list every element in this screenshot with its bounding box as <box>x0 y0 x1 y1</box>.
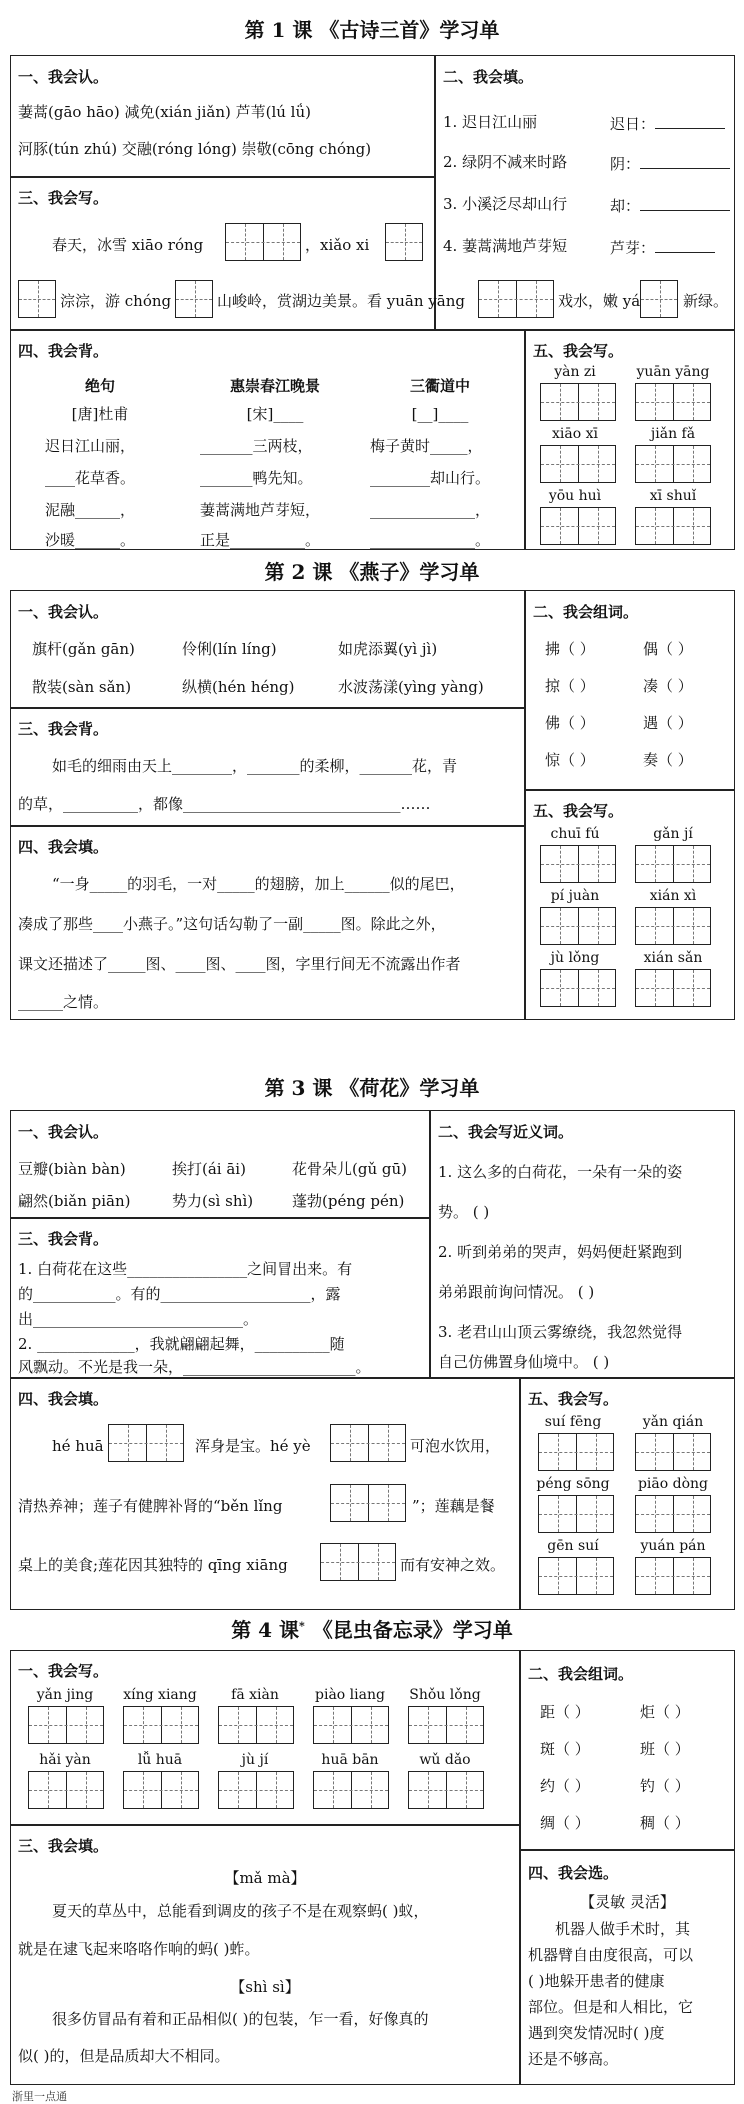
l3-s5-py4: piāo dòng <box>637 1476 709 1492</box>
l4-s4-line5: 遇到突发情况时( )度 <box>528 2024 665 2042</box>
l1-s2-heading: 二、我会填。 <box>443 68 534 86</box>
l1-s3-text1a: 春天，冰雪 xiāo róng <box>52 236 204 254</box>
l4-s2-heading: 二、我会组词。 <box>528 1665 634 1683</box>
l4-s1-py8: jù jí <box>241 1752 269 1768</box>
l1-s2-label4: 芦芽： <box>610 237 715 257</box>
l3-s1-r2c1: 翩然(biǎn piān) <box>18 1192 131 1210</box>
l1-poem3-line2: ________却山行。 <box>370 469 491 487</box>
l3-s4-l1c: 可泡水饮用， <box>410 1437 501 1455</box>
l2-s2-r3c2: 遇（ ） <box>643 714 693 732</box>
l3-s3-line3: 出____________________________。 <box>18 1310 259 1328</box>
lesson4-title: 第 4 课* 《昆虫备忘录》学习单 <box>231 1618 513 1642</box>
l1-s3-text1b: ，xiǎo xi <box>305 236 370 254</box>
l4-s1-py6: hǎi yàn <box>39 1752 91 1768</box>
l3-s4-heading: 四、我会填。 <box>18 1390 109 1408</box>
l3-s5-grid3 <box>538 1495 614 1533</box>
l4-s1-grid8 <box>218 1771 294 1809</box>
l1-s3-heading: 三、我会写。 <box>18 189 109 207</box>
l2-s4-line4: ______之情。 <box>18 993 109 1011</box>
l3-s4-grid-benling <box>330 1484 406 1522</box>
l1-poem2-author: [宋]____ <box>246 405 304 423</box>
l2-s1-r2c1: 散装(sàn sǎn) <box>32 678 132 696</box>
footer-brand: 浙里一点通 <box>12 2090 67 2103</box>
l1-s4-heading: 四、我会背。 <box>18 342 109 360</box>
l1-poem2-line1: _______三两枝， <box>200 437 313 455</box>
l2-s2-r1c2: 偶（ ） <box>643 640 693 658</box>
l2-s5-py4: xián xì <box>649 888 697 904</box>
l2-s5-grid5 <box>540 969 616 1007</box>
l3-s5-grid1 <box>538 1433 614 1471</box>
l4-s2-r1c2: 炬（ ） <box>640 1703 690 1721</box>
l2-s3-line2: 的草，__________，都像_____________________________…… <box>18 795 431 813</box>
l1-s3-grid-yuanyang <box>478 280 554 318</box>
l4-s1-py1: yǎn jing <box>36 1687 94 1703</box>
l4-s1-py4: piào liang <box>315 1687 385 1703</box>
l4-s3-option2: 【shì sì】 <box>230 1978 300 1996</box>
l1-s1-row2: 河豚(tún zhú) 交融(róng lóng) 崇敬(cōng chóng) <box>18 140 372 158</box>
l1-s2-item1: 1. 迟日江山丽 <box>443 113 538 131</box>
l4-s3-option1: 【mǎ mà】 <box>224 1869 306 1887</box>
l1-s5-grid4 <box>635 445 711 483</box>
l2-s2-r4c1: 惊（ ） <box>545 751 595 769</box>
l1-s3-grid-xi <box>18 280 56 318</box>
l1-s3-text2c: 戏水，嫩 yá <box>558 292 641 310</box>
l3-s4-l2a: 清热养神；莲子有健脾补肾的“běn lǐng <box>18 1497 283 1515</box>
l1-poem3-line3: ______________， <box>370 501 491 519</box>
l3-s1-r1c1: 豆瓣(biàn bàn) <box>18 1160 126 1178</box>
l4-s3-p2b: 似( )的，但是品质却大不相同。 <box>18 2047 230 2065</box>
l3-s1-r2c3: 蓬勃(péng pén) <box>292 1192 405 1210</box>
l2-s5-heading: 五、我会写。 <box>533 802 624 820</box>
l1-s5-py2: yuān yāng <box>636 364 710 380</box>
l3-s5-py2: yǎn qián <box>642 1414 704 1430</box>
l2-s1-r1c1: 旗杆(gǎn gān) <box>32 640 135 658</box>
l1-poem3-author: [__]____ <box>411 405 469 423</box>
l3-s5-grid2 <box>635 1433 711 1471</box>
l3-s4-l3b: 而有安神之效。 <box>400 1556 506 1574</box>
l3-s4-l3a: 桌上的美食;莲花因其独特的 qīng xiāng <box>18 1556 288 1574</box>
l4-s1-grid10 <box>408 1771 484 1809</box>
l3-s3-line4: 2. _____________，我就翩翩起舞，__________随 <box>18 1335 345 1353</box>
l1-s2-item4: 4. 萋蒿满地芦芽短 <box>443 237 568 255</box>
l3-s2-heading: 二、我会写近义词。 <box>438 1123 574 1141</box>
l1-s3-text2d: 新绿。 <box>683 292 729 310</box>
l3-s2-line2: 势。 ( ) <box>438 1203 490 1221</box>
l3-s4-grid-qingxiang <box>320 1543 396 1581</box>
l1-s5-grid5 <box>540 507 616 545</box>
l2-s5-grid4 <box>635 907 711 945</box>
l4-s1-py9: huā bān <box>321 1752 379 1768</box>
l2-s5-grid6 <box>635 969 711 1007</box>
l4-s4-line2: 机器臂自由度很高，可以 <box>528 1946 694 1964</box>
l3-s4-grid-hehua <box>108 1424 184 1462</box>
l4-s2-r2c2: 班（ ） <box>640 1740 690 1758</box>
l4-s1-grid7 <box>123 1771 199 1809</box>
l1-s3-grid-xiaoxi <box>385 223 423 261</box>
l3-s2-line4: 弟弟跟前询问情况。 ( ) <box>438 1283 595 1301</box>
l2-s5-py5: jù lǒng <box>550 950 600 966</box>
l2-s1-r1c2: 伶俐(lín líng) <box>182 640 277 658</box>
l4-s1-grid2 <box>123 1706 199 1744</box>
l2-s3-heading: 三、我会背。 <box>18 720 109 738</box>
l3-s4-l1b: 浑身是宝。hé yè <box>195 1437 311 1455</box>
l1-s2-label3: 却： <box>610 195 730 215</box>
l4-s2-r2c1: 斑（ ） <box>540 1740 590 1758</box>
l2-s5-grid1 <box>540 845 616 883</box>
l3-s2-line5: 3. 老君山山顶云雾缭绕，我忽然觉得 <box>438 1323 683 1341</box>
l4-s1-py2: xíng xiang <box>123 1687 197 1703</box>
l1-s5-py6: xī shuǐ <box>649 488 697 504</box>
l1-s3-grid-ya <box>640 280 678 318</box>
l3-s5-grid6 <box>635 1557 711 1595</box>
l1-s1-heading: 一、我会认。 <box>18 68 109 86</box>
l4-s4-heading: 四、我会选。 <box>528 1864 619 1882</box>
l4-s1-heading: 一、我会写。 <box>18 1662 109 1680</box>
l1-s5-py4: jiǎn fǎ <box>650 426 696 442</box>
l1-s3-text2a: 淙淙，游 chóng <box>60 292 172 310</box>
l4-s1-py7: lǚ huā <box>137 1752 183 1768</box>
l2-s2-r1c1: 拂（ ） <box>545 640 595 658</box>
l2-s5-py3: pí juàn <box>550 888 600 904</box>
l1-poem1-line3: 泥融______， <box>45 501 136 519</box>
l3-s5-grid4 <box>635 1495 711 1533</box>
l3-s4-l2b: ”；莲藕是餐 <box>412 1497 495 1515</box>
l1-poem2-title: 惠崇春江晚景 <box>229 377 320 395</box>
l3-s5-grid5 <box>538 1557 614 1595</box>
l1-poem1-line2: ____花草香。 <box>45 469 136 487</box>
l1-s5-py3: xiāo xī <box>552 426 598 442</box>
l4-s2-r3c2: 钓（ ） <box>640 1777 690 1795</box>
lesson1-title: 第 1 课 《古诗三首》学习单 <box>244 18 500 42</box>
l4-s4-line6: 还是不够高。 <box>528 2050 619 2068</box>
l1-s5-grid2 <box>635 383 711 421</box>
l1-s5-grid6 <box>635 507 711 545</box>
l3-s3-line5: 风飘动。不光是我一朵，_______________________。 <box>18 1358 371 1376</box>
l2-s5-py1: chuī fú <box>550 826 600 842</box>
l4-s1-py3: fā xiàn <box>231 1687 279 1703</box>
l3-s3-line1: 1. 白荷花在这些________________之间冒出来。有 <box>18 1260 353 1278</box>
l4-s4-option: 【灵敏 灵活】 <box>580 1893 675 1911</box>
l4-s3-p2a: 很多仿冒品有着和正品相似( )的包装，乍一看，好像真的 <box>52 2010 429 2028</box>
l2-s2-r2c1: 掠（ ） <box>545 677 595 695</box>
l3-s4-l1a: hé huā <box>52 1437 104 1455</box>
l1-s2-label2: 阴： <box>610 153 730 173</box>
l4-s1-py5: Shǒu lǒng <box>409 1687 481 1703</box>
l1-s2-item2: 2. 绿阴不减来时路 <box>443 153 568 171</box>
l3-s5-heading: 五、我会写。 <box>528 1390 619 1408</box>
l4-s2-r4c1: 绸（ ） <box>540 1814 590 1832</box>
l2-s1-r1c3: 如虎添翼(yì jì) <box>338 640 438 658</box>
l4-s2-r4c2: 稠（ ） <box>640 1814 690 1832</box>
l1-s5-heading: 五、我会写。 <box>533 342 624 360</box>
l2-s3-line1: 如毛的细雨由天上________，_______的柔柳，_______花，青 <box>52 757 458 775</box>
l3-s2-line6: 自己仿佛置身仙境中。 ( ) <box>438 1353 610 1371</box>
l4-s1-py10: wǔ dǎo <box>419 1752 471 1768</box>
l1-s5-py1: yàn zi <box>554 364 596 380</box>
l2-s1-r2c2: 纵横(hén héng) <box>182 678 295 696</box>
l1-s2-item3: 3. 小溪泛尽却山行 <box>443 195 568 213</box>
l3-s5-py5: gēn suí <box>547 1538 599 1554</box>
l2-s5-grid3 <box>540 907 616 945</box>
l1-s2-label1: 迟日： <box>610 113 725 133</box>
l1-poem2-line4: 正是__________。 <box>200 531 321 549</box>
l2-s4-line1: “一身_____的羽毛，一对_____的翅膀，加上______似的尾巴， <box>52 875 465 893</box>
l1-poem3-line4: ______________。 <box>370 531 491 549</box>
l2-s2-r3c1: 佛（ ） <box>545 714 595 732</box>
l2-s5-grid2 <box>635 845 711 883</box>
l4-s1-grid4 <box>313 1706 389 1744</box>
l1-s5-py5: yōu huì <box>548 488 602 504</box>
l1-poem1-line4: 沙暖______。 <box>45 531 136 549</box>
l1-poem1-title: 绝句 <box>84 377 115 395</box>
l1-s1-row1: 萋蒿(gāo hāo) 减免(xián jiǎn) 芦苇(lú lǘ) <box>18 103 311 121</box>
l3-s1-r1c2: 挨打(ái āi) <box>172 1160 246 1178</box>
l3-s3-line2: 的___________。有的____________________，露 <box>18 1285 341 1303</box>
l2-s4-line2: 凑成了那些____小燕子。”这句话勾勒了一副_____图。除此之外， <box>18 915 446 933</box>
l3-s4-cell <box>10 1378 520 1610</box>
l2-s4-heading: 四、我会填。 <box>18 838 109 856</box>
l3-s1-r1c3: 花骨朵儿(gǔ gū) <box>292 1160 407 1178</box>
l1-poem2-line3: 萋蒿满地芦芽短， <box>200 501 321 519</box>
l3-s2-line3: 2. 听到弟弟的哭声，妈妈便赶紧跑到 <box>438 1243 683 1261</box>
l4-s1-grid6 <box>28 1771 104 1809</box>
l4-s4-line1: 机器人做手术时，其 <box>555 1920 691 1938</box>
l3-s5-py1: suí fēng <box>544 1414 602 1430</box>
l4-s3-heading: 三、我会填。 <box>18 1837 109 1855</box>
l3-s5-py6: yuán pán <box>640 1538 706 1554</box>
l1-poem3-line1: 梅子黄时_____， <box>370 437 483 455</box>
l4-s4-line3: ( )地躲开患者的健康 <box>528 1972 665 1990</box>
l1-poem2-line2: _______鸭先知。 <box>200 469 313 487</box>
lesson2-title: 第 2 课 《燕子》学习单 <box>264 560 480 584</box>
l3-s4-grid-heye <box>330 1424 406 1462</box>
l1-poem3-title: 三衢道中 <box>409 377 470 395</box>
l4-s1-grid5 <box>408 1706 484 1744</box>
l2-s1-r2c3: 水波荡漾(yìng yàng) <box>338 678 484 696</box>
l3-s5-py3: péng sōng <box>536 1476 610 1492</box>
l4-s3-p1a: 夏天的草丛中，总能看到调皮的孩子不是在观察蚂( )蚁， <box>52 1902 429 1920</box>
l2-s2-heading: 二、我会组词。 <box>533 603 639 621</box>
l4-s2-r3c1: 约（ ） <box>540 1777 590 1795</box>
l3-s3-heading: 三、我会背。 <box>18 1230 109 1248</box>
l1-s5-grid1 <box>540 383 616 421</box>
l4-s3-p1b: 就是在逮飞起来咯咯作响的蚂( )蚱。 <box>18 1940 260 1958</box>
l3-s1-heading: 一、我会认。 <box>18 1123 109 1141</box>
l2-s5-py2: gǎn jí <box>653 826 693 842</box>
l3-s2-line1: 1. 这么多的白荷花，一朵有一朵的姿 <box>438 1163 683 1181</box>
l1-s3-grid-xiaorong <box>225 223 301 261</box>
l1-s5-grid3 <box>540 445 616 483</box>
l4-s4-line4: 部位。但是和人相比，它 <box>528 1998 694 2016</box>
l2-s2-r4c2: 奏（ ） <box>643 751 693 769</box>
l1-poem1-author: [唐]杜甫 <box>71 405 129 423</box>
l4-s1-grid1 <box>28 1706 104 1744</box>
l1-poem1-line1: 迟日江山丽， <box>45 437 136 455</box>
l1-s3-grid-chong <box>175 280 213 318</box>
l2-s1-heading: 一、我会认。 <box>18 603 109 621</box>
l2-s4-line3: 课文还描述了_____图、____图、____图，字里行间无不流露出作者 <box>18 955 461 973</box>
l2-s5-py6: xián sǎn <box>643 950 703 966</box>
l1-s3-text2b: 山峻岭，赏湖边美景。看 yuān yāng <box>217 292 465 310</box>
l2-s2-r2c2: 凑（ ） <box>643 677 693 695</box>
l4-s1-grid3 <box>218 1706 294 1744</box>
lesson3-title: 第 3 课 《荷花》学习单 <box>264 1076 480 1100</box>
l4-s2-r1c1: 距（ ） <box>540 1703 590 1721</box>
l3-s1-r2c2: 势力(sì shì) <box>172 1192 254 1210</box>
l4-s1-grid9 <box>313 1771 389 1809</box>
